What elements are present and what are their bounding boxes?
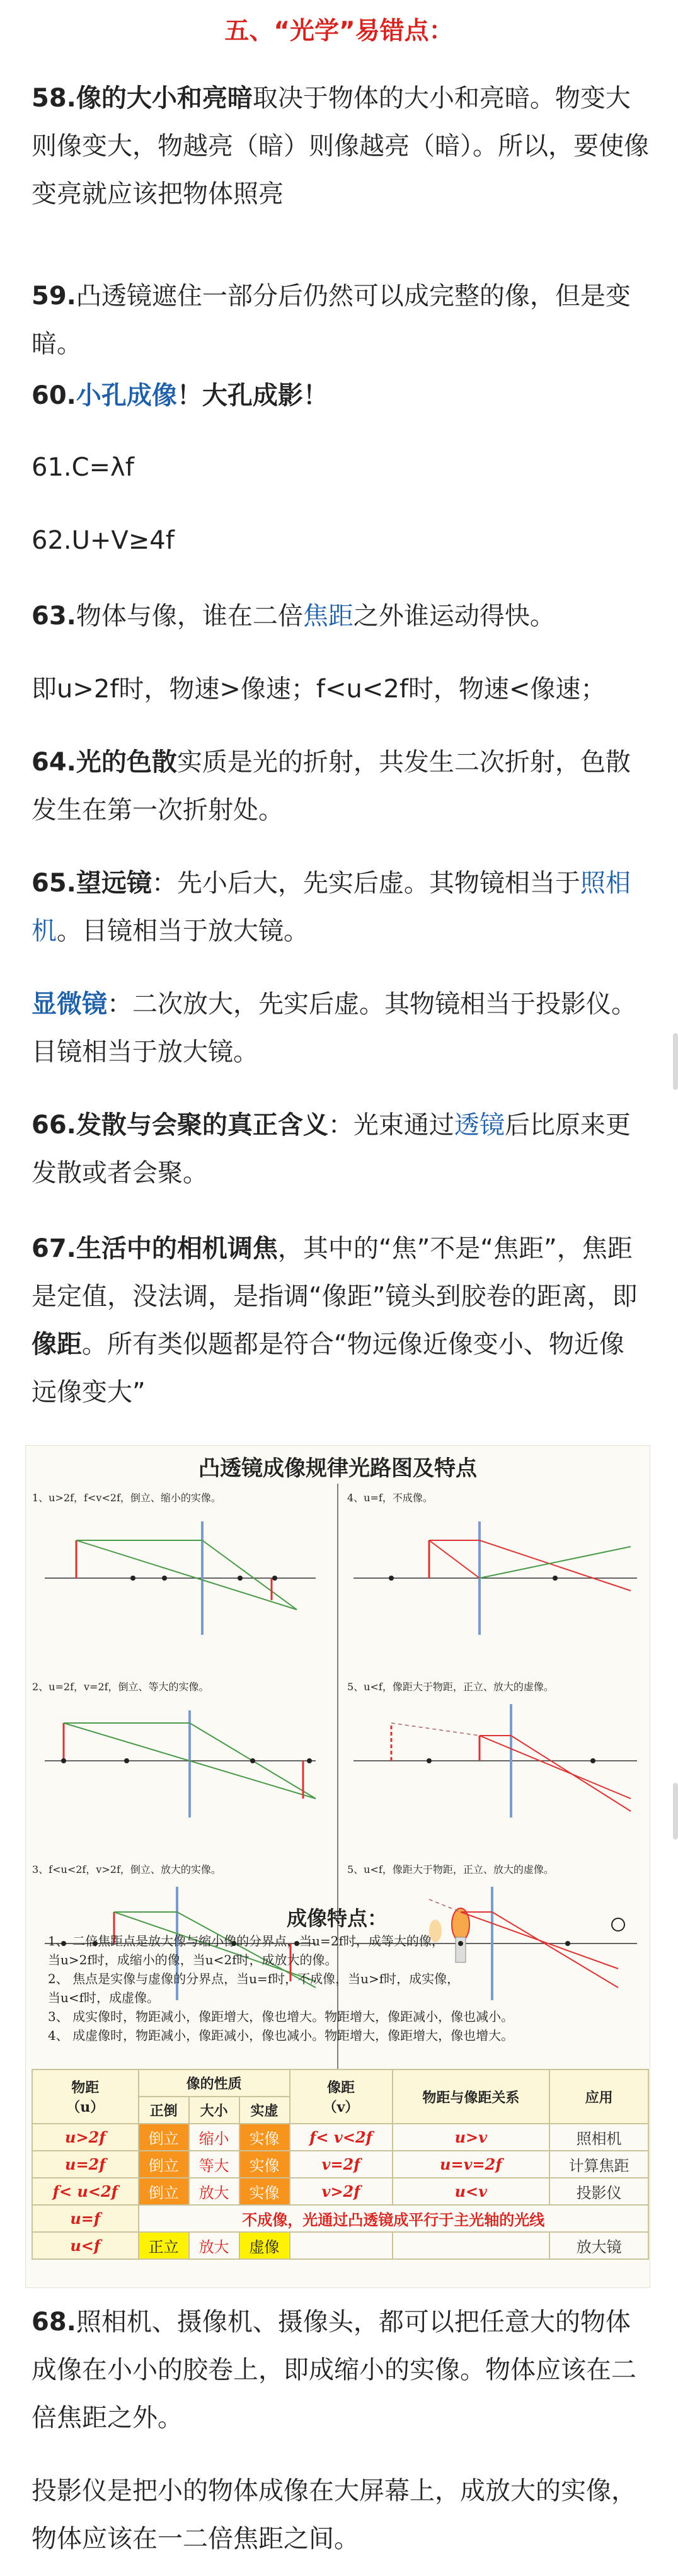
item-60-text: ！大孔成影！ bbox=[176, 381, 328, 410]
features-list bbox=[48, 1932, 640, 2045]
item-66-pre: ：光束通过 bbox=[328, 1111, 454, 1140]
cell-u: u<f bbox=[32, 2232, 139, 2259]
feature-line: 3、 成实像时，物距减小，像距增大，像也增大。物距增大，像距减小，像也减小。 bbox=[48, 2009, 514, 2024]
cell-v: v>2f bbox=[290, 2178, 393, 2205]
feature-line: 当u>2f时，成缩小的像，当u<2f时，成放大的像。 bbox=[48, 1952, 338, 1967]
cell-orientation: 正立 bbox=[139, 2232, 189, 2259]
scrollbar-thumb[interactable] bbox=[673, 1033, 678, 1090]
header-real-virtual: 实虚 bbox=[239, 2097, 290, 2124]
pinhole-link[interactable]: 小孔成像 bbox=[76, 381, 177, 410]
cell-size: 放大 bbox=[189, 2178, 239, 2205]
header-relation: 物距与像距关系 bbox=[393, 2069, 550, 2124]
item-66-keyword: 发散与会聚的真正含义 bbox=[76, 1111, 328, 1140]
diagram-4-caption: 4、u=f，不成像。 bbox=[347, 1492, 433, 1504]
item-64-text: 实质是光的折射，共发生二次折射，色散发生在第一次折射处。 bbox=[32, 748, 631, 825]
item-63-detail: 即u>2f时，物速>像速；f<u<2f时，物速<像速； bbox=[32, 675, 606, 704]
table-row bbox=[32, 2232, 648, 2259]
item-59 bbox=[32, 272, 649, 368]
diagram-2-caption: 2、u=2f，v=2f，倒立、等大的实像。 bbox=[32, 1681, 209, 1693]
item-65-microscope-text: ：二次放大，先实后虚。其物镜相当于投影仪。目镜相当于放大镜。 bbox=[32, 990, 636, 1067]
item-60 bbox=[32, 372, 649, 420]
features-title: 成像特点： bbox=[286, 1906, 388, 1930]
item-67-number: 67. bbox=[32, 1234, 76, 1263]
item-59-text: 凸透镜遮住一部分后仍然可以成完整的像，但是变暗。 bbox=[32, 282, 631, 358]
item-68-projector: 投影仪是把小的物体成像在大屏幕上，成放大的实像，物体应该在一二倍焦距之间。 bbox=[32, 2476, 636, 2553]
header-image-distance: 像距 （v） bbox=[290, 2069, 393, 2124]
scrollbar-thumb-secondary[interactable] bbox=[673, 1783, 678, 1840]
item-67-keyword: 生活中的相机调焦 bbox=[76, 1234, 278, 1263]
cell-orientation: 倒立 bbox=[139, 2124, 189, 2151]
cell-size: 放大 bbox=[189, 2232, 239, 2259]
item-58 bbox=[32, 74, 649, 218]
cell-relation: u<v bbox=[393, 2178, 550, 2205]
item-68-text: 照相机、摄像机、摄像头，都可以把任意大的物体成像在小小的胶卷上，即成缩小的实像。物体应该在二倍焦距之外。 bbox=[32, 2308, 636, 2432]
feature-line: 4、 成虚像时，物距减小，像距减小，像也减小。物距增大，像距增大，像也增大。 bbox=[48, 2028, 514, 2043]
item-65-post: 。目镜相当于放大镜。 bbox=[57, 917, 309, 946]
section-title: 五、“光学”易错点： bbox=[224, 17, 454, 45]
item-63-pre: 物体与像，谁在二倍 bbox=[76, 602, 303, 631]
cell-application: 计算焦距 bbox=[549, 2151, 648, 2178]
item-62: 62.U+V≥4f bbox=[32, 526, 175, 555]
diagram-3-caption: 3、f<u<2f，v>2f，倒立、放大的实像。 bbox=[32, 1863, 221, 1875]
cell-relation: u=v=2f bbox=[393, 2151, 550, 2178]
table-row bbox=[32, 2178, 648, 2205]
cell-application: 放大镜 bbox=[549, 2232, 648, 2259]
table-row bbox=[32, 2205, 648, 2232]
diagram-1-caption: 1、u>2f，f<v<2f，倒立、缩小的实像。 bbox=[32, 1492, 221, 1504]
figure-title: 凸透镜成像规律光路图及特点 bbox=[198, 1456, 477, 1481]
item-65-microscope bbox=[32, 980, 649, 1076]
item-68-number: 68. bbox=[32, 2308, 76, 2337]
item-68 bbox=[32, 2298, 649, 2442]
item-61: 61.C=λf bbox=[32, 453, 134, 482]
item-65-keyword: 望远镜 bbox=[76, 869, 152, 898]
item-64-number: 64. bbox=[32, 748, 76, 777]
header-application: 应用 bbox=[549, 2069, 648, 2124]
item-67-keyword-2: 像距 bbox=[32, 1330, 82, 1359]
item-66-post: 后比原来更发散或者会聚。 bbox=[32, 1111, 631, 1188]
cell-u: u=f bbox=[32, 2205, 139, 2232]
table-header-row bbox=[32, 2069, 648, 2097]
microscope-link[interactable]: 显微镜 bbox=[32, 990, 107, 1019]
header-size: 大小 bbox=[189, 2097, 239, 2124]
item-58-text: 取决于物体的大小和亮暗。物变大则像变大，物越亮（暗）则像越亮（暗）。所以，要使像变亮就应该把物体照亮 bbox=[32, 84, 649, 209]
header-image-properties: 像的性质 bbox=[139, 2069, 290, 2097]
feature-line: 2、 焦点是实像与虚像的分界点，当u=f时，不成像，当u>f时，成实像， bbox=[48, 1971, 460, 1986]
item-60-number: 60. bbox=[32, 381, 76, 410]
item-65 bbox=[32, 859, 649, 955]
item-66-number: 66. bbox=[32, 1111, 76, 1140]
cell-v: v=2f bbox=[290, 2151, 393, 2178]
header-orientation: 正倒 bbox=[139, 2097, 189, 2124]
item-67 bbox=[32, 1225, 649, 1416]
imaging-rules-table bbox=[32, 2069, 649, 2260]
cell-real-virtual: 实像 bbox=[239, 2178, 290, 2205]
cell-v bbox=[290, 2232, 393, 2259]
item-58-keyword: 像的大小和亮暗 bbox=[76, 84, 253, 113]
ray-diagram-1 bbox=[45, 1521, 316, 1635]
ray-diagram-3 bbox=[45, 1710, 316, 1818]
cell-orientation: 倒立 bbox=[139, 2151, 189, 2178]
item-63-number: 63. bbox=[32, 602, 76, 631]
focal-length-link[interactable]: 焦距 bbox=[302, 602, 353, 631]
diagram-5-caption: 5、u<f，像距大于物距，正立、放大的虚像。 bbox=[347, 1681, 554, 1693]
item-67-post: 。所有类似题都是符合“物远像近像变小、物近像远像变大” bbox=[32, 1330, 624, 1407]
cell-real-virtual: 实像 bbox=[239, 2151, 290, 2178]
cell-u: u>2f bbox=[32, 2124, 139, 2151]
item-65-number: 65. bbox=[32, 869, 76, 898]
cell-no-image-note: 不成像，光通过凸透镜成平行于主光轴的光线 bbox=[139, 2205, 648, 2232]
cell-relation: u>v bbox=[393, 2124, 550, 2151]
cell-real-virtual: 实像 bbox=[239, 2124, 290, 2151]
feature-line: 当u<f时，成虚像。 bbox=[48, 1990, 160, 2005]
cell-u: f< u<2f bbox=[32, 2178, 139, 2205]
cell-v: f< v<2f bbox=[290, 2124, 393, 2151]
item-59-number: 59. bbox=[32, 282, 76, 311]
camera-link[interactable]: 照相机 bbox=[32, 869, 631, 946]
cell-size: 等大 bbox=[189, 2151, 239, 2178]
cell-real-virtual: 虚像 bbox=[239, 2232, 290, 2259]
item-64 bbox=[32, 738, 649, 834]
cell-relation bbox=[393, 2232, 550, 2259]
diagram-6-caption: 5、u<f，像距大于物距，正立、放大的虚像。 bbox=[347, 1863, 554, 1875]
cell-size: 缩小 bbox=[189, 2124, 239, 2151]
cell-application: 照相机 bbox=[549, 2124, 648, 2151]
item-64-keyword: 光的色散 bbox=[76, 748, 177, 777]
item-63-post: 之外谁运动得快。 bbox=[353, 602, 555, 631]
item-67-pre: ，其中的“焦”不是“焦距”，焦距是定值，没法调，是指调“像距”镜头到胶卷的距离，即 bbox=[32, 1234, 638, 1311]
table-row bbox=[32, 2124, 648, 2151]
header-object-distance: 物距 （u） bbox=[32, 2069, 139, 2124]
ray-diagram-4 bbox=[353, 1704, 637, 1818]
ray-diagram-2 bbox=[353, 1521, 637, 1635]
cell-application: 投影仪 bbox=[549, 2178, 648, 2205]
table-row bbox=[32, 2151, 648, 2178]
cell-orientation: 倒立 bbox=[139, 2178, 189, 2205]
item-65-pre: ：先小后大，先实后虚。其物镜相当于 bbox=[151, 869, 580, 898]
item-58-number: 58. bbox=[32, 84, 76, 113]
item-63 bbox=[32, 592, 649, 640]
item-66 bbox=[32, 1101, 649, 1197]
cell-u: u=2f bbox=[32, 2151, 139, 2178]
lens-link[interactable]: 透镜 bbox=[454, 1111, 505, 1140]
feature-line: 1、 二倍焦距点是放大像与缩小像的分界点，当u=2f时，成等大的像， bbox=[48, 1933, 444, 1949]
